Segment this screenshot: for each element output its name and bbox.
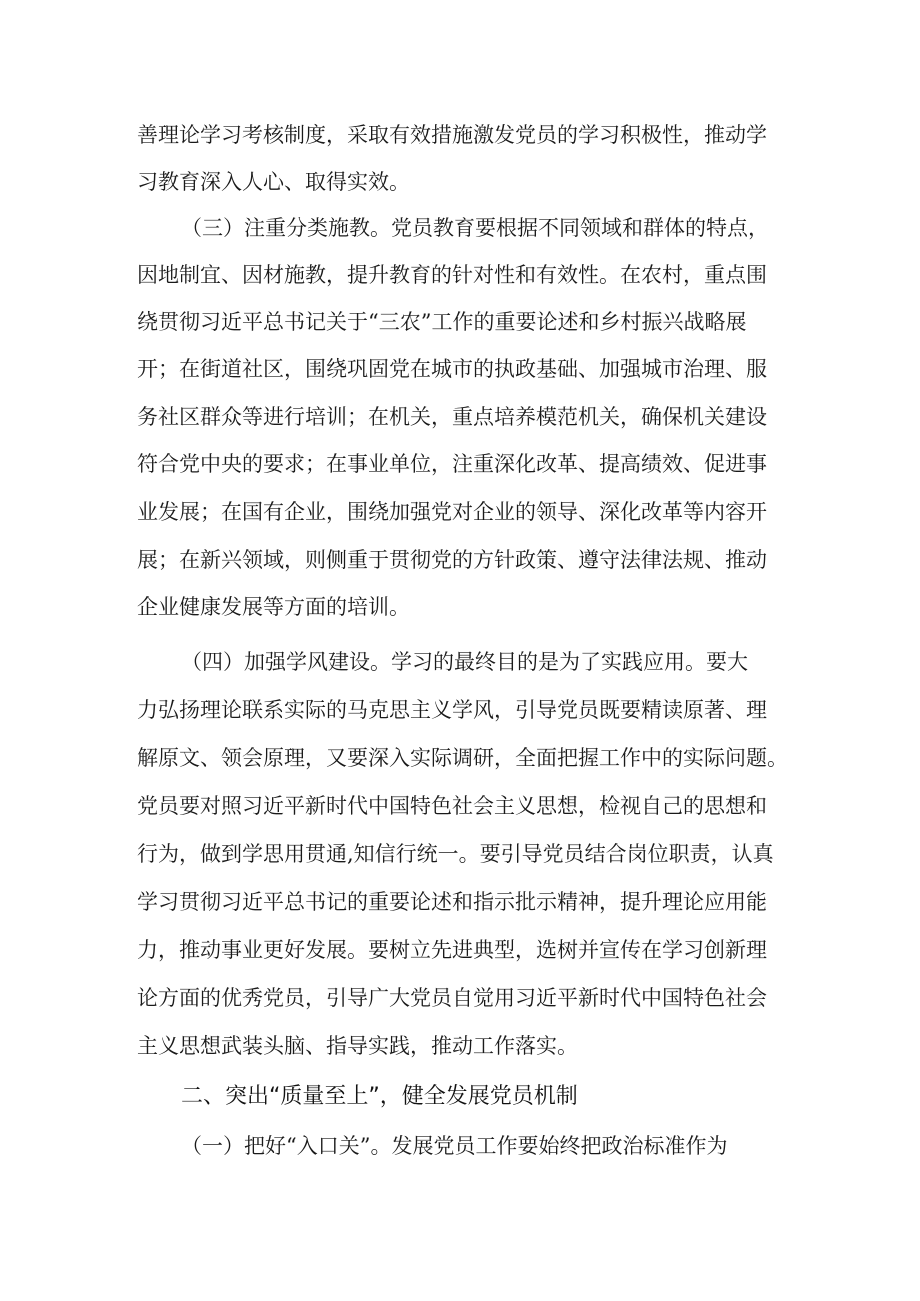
text-line: 绕贯彻习近平总书记关于“三农”工作的重要论述和乡村振兴战略展	[137, 310, 747, 334]
text-line: 善理论学习考核制度，采取有效措施激发党员的学习积极性，推动学	[137, 123, 767, 147]
text-line: 学习贯彻习近平总书记的重要论述和指示批示精神，提升理论应用能	[137, 890, 767, 914]
text-line: 力，推动事业更好发展。要树立先进典型，选树并宣传在学习创新理	[137, 938, 767, 962]
text-line: 力弘扬理论联系实际的马克思主义学风，引导党员既要精读原著、理	[137, 698, 767, 722]
text-line: 因地制宜、因材施教，提升教育的针对性和有效性。在农村，重点围	[137, 263, 767, 287]
text-line: 展；在新兴领域，则侧重于贯彻党的方针政策、遵守法律法规、推动	[137, 548, 767, 572]
paragraph-start-line: （四）加强学风建设。学习的最终目的是为了实践应用。要大	[181, 650, 748, 674]
text-line: 业发展；在国有企业，围绕加强党对企业的领导、深化改革等内容开	[137, 500, 767, 524]
text-line: 论方面的优秀党员，引导广大党员自觉用习近平新时代中国特色社会	[137, 986, 767, 1010]
paragraph-start-line: （三）注重分类施教。党员教育要根据不同领域和群体的特点，	[181, 216, 769, 240]
text-line: 企业健康发展等方面的培训。	[137, 595, 410, 619]
paragraph-start-line: （一）把好“入口关”。发展党员工作要始终把政治标准作为	[181, 1134, 728, 1158]
text-line: 主义思想武装头脑、指导实践，推动工作落实。	[137, 1034, 578, 1058]
section-heading: 二、突出“质量至上”，健全发展党员机制	[181, 1084, 578, 1109]
text-line: 开；在街道社区，围绕巩固党在城市的执政基础、加强城市治理、服	[137, 357, 767, 381]
text-line: 解原文、领会原理，又要深入实际调研，全面把握工作中的实际问题。	[137, 746, 788, 770]
text-line: 党员要对照习近平新时代中国特色社会主义思想，检视自己的思想和	[137, 794, 767, 818]
text-line: 务社区群众等进行培训；在机关，重点培养模范机关，确保机关建设	[137, 405, 767, 429]
text-line: 符合党中央的要求；在事业单位，注重深化改革、提高绩效、促进事	[137, 452, 767, 476]
text-line: 行为，做到学思用贯通,知信行统一。要引导党员结合岗位职责，认真	[137, 842, 774, 866]
text-line: 习教育深入人心、取得实效。	[137, 170, 410, 194]
